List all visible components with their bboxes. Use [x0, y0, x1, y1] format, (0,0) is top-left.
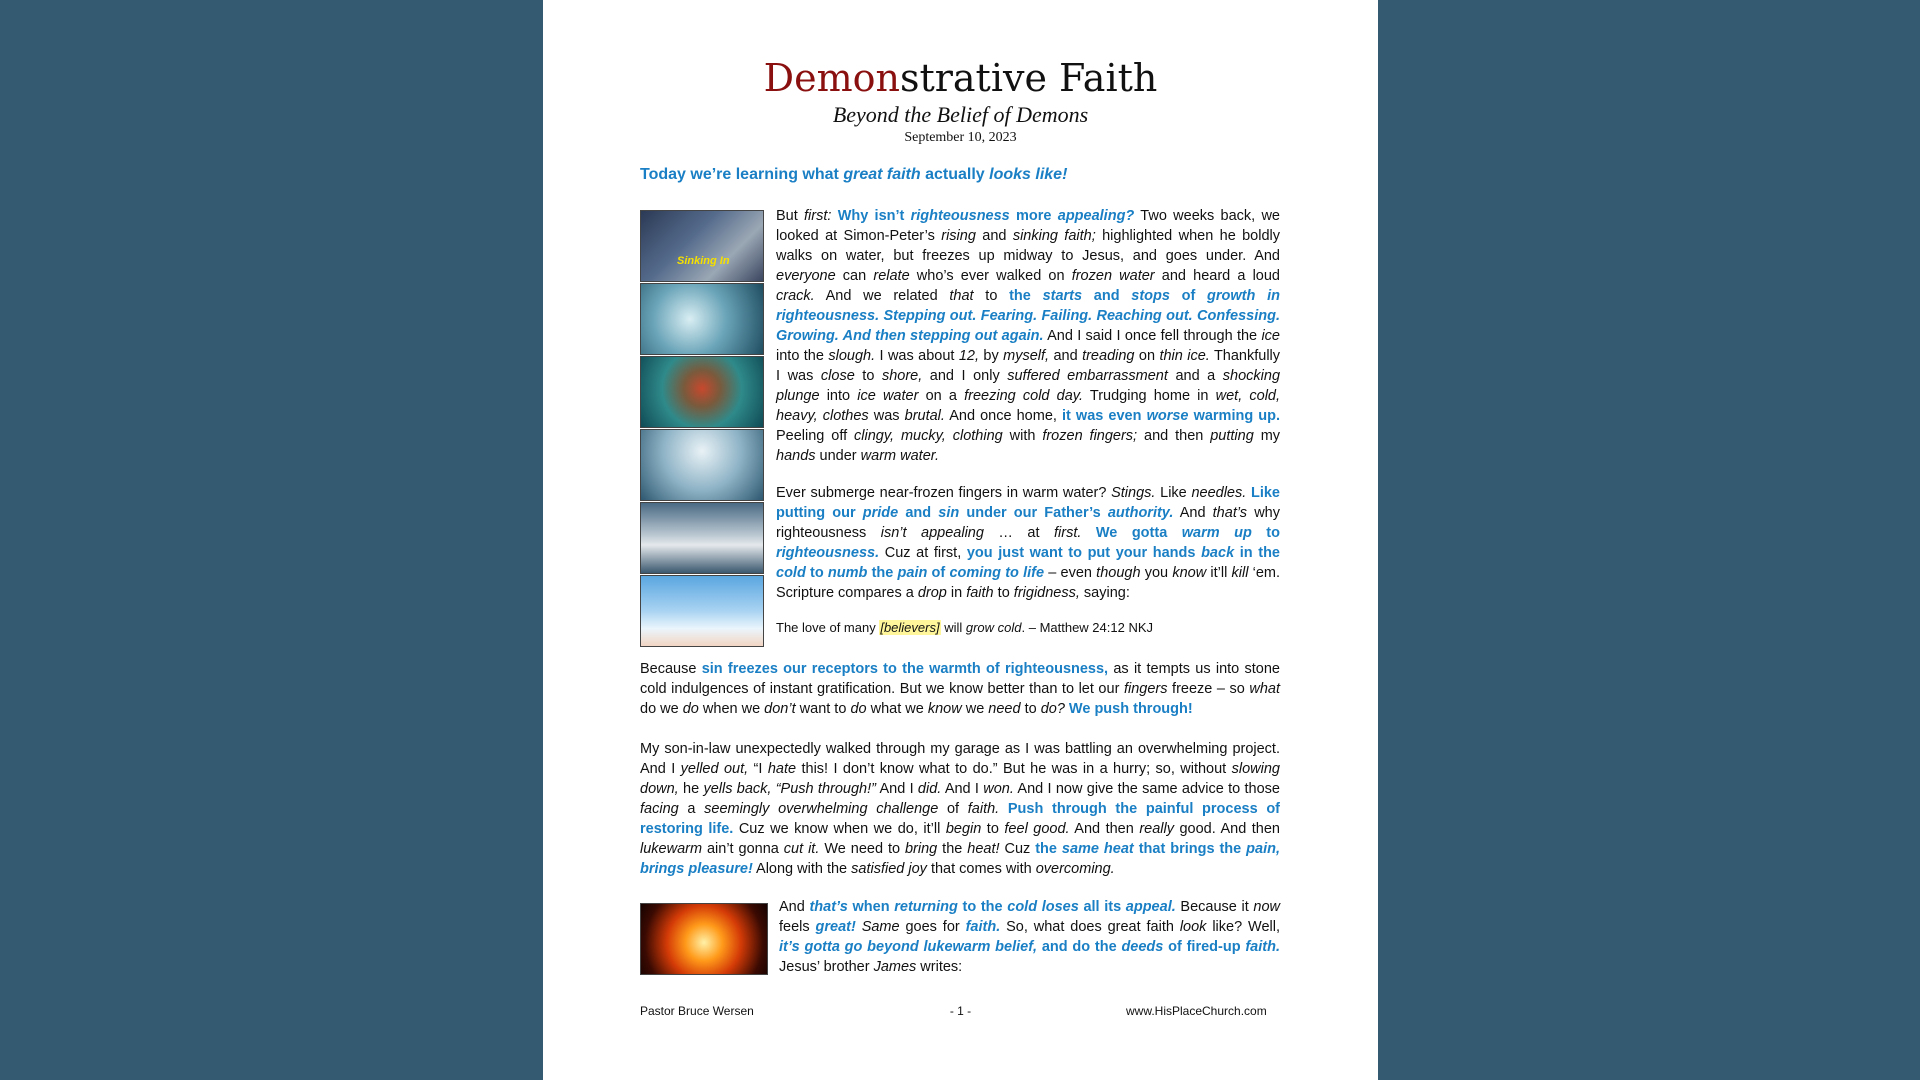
paragraph-3 [640, 659, 1280, 719]
footer-link[interactable]: www.HisPlaceChurch.com [1126, 1004, 1267, 1018]
text-run: as it tempts us into stone cold indulgences of instant gratification. But we know better than to let our [640, 661, 1280, 697]
text-run: back [1201, 545, 1235, 561]
text-run: I was about [875, 348, 959, 364]
text-run: And I said I once fell through the [1043, 328, 1262, 344]
text-run: with [1002, 428, 1043, 444]
text-run: want to [795, 701, 851, 717]
text-run: So, what does great faith [1000, 919, 1180, 935]
title-highlight: Demon [763, 56, 900, 100]
text-run: crack. [776, 288, 815, 304]
text-run: Ever submerge near-frozen fingers in warm water? [776, 485, 1112, 501]
text-run: and heard a loud [1154, 268, 1281, 284]
text-run: ice [1261, 328, 1280, 344]
text-run: And we related [814, 288, 950, 304]
text-run: first: [804, 208, 838, 224]
text-run: seemingly overwhelming challenge [704, 801, 939, 817]
text-run: kill [1231, 565, 1249, 581]
text-run: numb [827, 565, 868, 581]
text-run: satisfied joy [851, 861, 927, 877]
document-date: September 10, 2023 [904, 130, 1017, 145]
text-run: And [1173, 505, 1213, 521]
text-run: coming to life [949, 565, 1045, 581]
text-run: Cuz we know when we do, it’ll [733, 821, 946, 837]
text-run: to [973, 288, 1010, 304]
text-run: ice water [857, 388, 919, 404]
text-run: when [847, 899, 895, 915]
text-run: And [779, 899, 810, 915]
text-run: My son-in-law unexpectedly walked through my garage as I was battling an overwhelming project. And I [640, 741, 1280, 777]
text-run: a [678, 801, 705, 817]
text-run: we [961, 701, 989, 717]
icy-water-feet-image [640, 429, 764, 501]
text-run: and then [1137, 428, 1211, 444]
text-run: you just want to put your hands [966, 545, 1202, 561]
frozen-hands-image [640, 502, 764, 574]
text-run: the [867, 565, 898, 581]
text-run: James [873, 959, 917, 975]
text-run: And once home, [944, 408, 1062, 424]
text-run: faith [966, 585, 994, 601]
text-run: pride [862, 505, 899, 521]
text-run: and a [1167, 368, 1223, 384]
text-run: who’s ever walked on [909, 268, 1072, 284]
text-run: hands [776, 448, 816, 464]
bath-feet-image [640, 575, 764, 647]
text-run: We need to [819, 841, 905, 857]
text-run: feels [779, 919, 816, 935]
text-run: freeze – so [1167, 681, 1250, 697]
text-run: warming up. [1188, 408, 1281, 424]
text-run: writes: [916, 959, 963, 975]
text-run: more [1009, 208, 1058, 224]
text-run: and [898, 505, 939, 521]
text-run: you [1140, 565, 1173, 581]
text-run: We gotta [1081, 525, 1182, 541]
text-run: faith. [1245, 939, 1280, 955]
text-run: And I [941, 781, 984, 797]
text-run: pain, brings pleasure! [640, 841, 1280, 877]
paragraph-1 [776, 206, 1280, 466]
text-run: and [975, 228, 1013, 244]
text-run: Along with the [752, 861, 852, 877]
text-run: Peeling off [776, 428, 855, 444]
burning-book-image [640, 903, 768, 975]
text-run: relate [873, 268, 910, 284]
text-run: frigidness, [1013, 585, 1080, 601]
text-run: know [927, 701, 962, 717]
text-run: he [678, 781, 704, 797]
text-run: Push through the painful process of restoring life. [640, 801, 1281, 837]
text-run: goes for [899, 919, 966, 935]
text-run: to [981, 821, 1005, 837]
text-run: yells back, “Push through!” [703, 781, 876, 797]
text-run: drop [917, 585, 947, 601]
text-run: of [927, 565, 950, 581]
text-run: Cuz [999, 841, 1036, 857]
text-run: authority. [1107, 505, 1174, 521]
text-run: close [820, 368, 855, 384]
text-run: heat! [967, 841, 1000, 857]
text-run: Like [1155, 485, 1192, 501]
page-number: - 1 - [949, 1004, 972, 1018]
text-run: sinking faith; [1012, 228, 1096, 244]
text-run: do we [640, 701, 683, 717]
text-run: ain’t gonna [702, 841, 784, 857]
paragraph-5 [779, 897, 1280, 977]
text-run: . – Matthew 24:12 NKJ [1021, 620, 1154, 635]
text-run: why righteousness [776, 505, 1280, 541]
text-run: to [805, 565, 828, 581]
text-run: won. [983, 781, 1014, 797]
text-run: it’s gotta go beyond lukewarm belief, [779, 939, 1038, 955]
text-run: Like putting our [776, 485, 1280, 521]
text-run: to [993, 585, 1014, 601]
drowning-hand-image [640, 210, 764, 282]
text-run: in the [1234, 545, 1280, 561]
text-run: the [937, 841, 968, 857]
text-run: Two weeks back, we looked at Simon-Peter’s [776, 208, 1280, 244]
text-run: suffered embarrassment [1007, 368, 1168, 384]
cracked-ice-image [640, 283, 764, 355]
text-run: to [1251, 525, 1280, 541]
text-run: to [1020, 701, 1041, 717]
text-run: like? Well, [1206, 919, 1280, 935]
text-run: look [1179, 919, 1207, 935]
text-run: appealing? [1057, 208, 1135, 224]
title-rest: strative Faith [899, 56, 1158, 100]
text-run: will [940, 620, 966, 635]
text-run: when we [698, 701, 765, 717]
text-run: feel good. [1004, 821, 1070, 837]
text-run: same heat [1061, 841, 1134, 857]
text-run: needles. [1191, 485, 1247, 501]
text-run: everyone [776, 268, 836, 284]
text-run: We push through! [1064, 701, 1193, 717]
text-run: that [949, 288, 974, 304]
text-run: growth [1207, 288, 1256, 304]
text-run: sin freezes our receptors to the warmth of righteousness, [701, 661, 1109, 677]
text-run: and [1049, 348, 1083, 364]
text-run: really [1139, 821, 1174, 837]
text-run: do [682, 701, 699, 717]
text-run: Thankfully I was [776, 348, 1281, 384]
text-run: by [979, 348, 1004, 364]
text-run: And then [1069, 821, 1140, 837]
text-run: bring [904, 841, 938, 857]
text-run: of fired-up [1163, 939, 1246, 955]
text-run: stops [1131, 288, 1170, 304]
text-run: righteousness [910, 208, 1010, 224]
document-page [543, 0, 1378, 1080]
text-run: treading [1082, 348, 1135, 364]
text-run: brutal. [904, 408, 945, 424]
text-run: lukewarm [640, 841, 703, 857]
text-run: And I [875, 781, 918, 797]
intro-line [640, 166, 1280, 184]
text-run: cold loses [1007, 899, 1079, 915]
text-run: righteousness. [776, 545, 880, 561]
text-run: that comes with [926, 861, 1036, 877]
text-run: starts [1042, 288, 1083, 304]
text-run: yelled out, [680, 761, 749, 777]
text-run: facing [640, 801, 679, 817]
text-run: cold [776, 565, 806, 581]
text-run: what we [866, 701, 928, 717]
document-subtitle: Beyond the Belief of Demons [832, 102, 1089, 127]
text-run: first. [1053, 525, 1082, 541]
text-run: can [835, 268, 874, 284]
text-run: was [868, 408, 905, 424]
text-run: do? [1040, 701, 1065, 717]
text-run: frozen water [1071, 268, 1155, 284]
paragraph-4 [640, 739, 1280, 879]
text-run: now [1253, 899, 1280, 915]
text-run: into the [776, 348, 829, 364]
scripture-quote [776, 620, 1153, 635]
text-run: all its [1078, 899, 1126, 915]
document-title [543, 55, 1378, 101]
text-run: did. [917, 781, 942, 797]
text-run: shore, [881, 368, 923, 384]
text-run: saying: [1079, 585, 1130, 601]
text-run: my [1253, 428, 1281, 444]
text-run: myself, [1003, 348, 1050, 364]
text-run: faith. [965, 919, 1001, 935]
underwater-rescue-image [640, 356, 764, 428]
text-run: Same [855, 919, 900, 935]
text-run: to [854, 368, 882, 384]
text-run: 12, [958, 348, 980, 364]
text-run: into [819, 388, 858, 404]
text-run: clingy, mucky, clothing [854, 428, 1003, 444]
text-run: putting [1210, 428, 1254, 444]
text-run: ‘em. Scripture compares a [776, 565, 1281, 601]
text-run: fingers [1123, 681, 1168, 697]
text-run: on [1134, 348, 1160, 364]
text-run: and I only [922, 368, 1008, 384]
text-run: don’t [764, 701, 796, 717]
text-run: that brings the [1133, 841, 1247, 857]
text-run: But [776, 208, 805, 224]
text-run: it’ll [1206, 565, 1232, 581]
text-run: in righteousness. Stepping out. Fearing. Failing. Reaching out. Confessing. Growing. And then stepping out again. [776, 288, 1280, 344]
text-run: and do the [1037, 939, 1122, 955]
text-run: of [1169, 288, 1208, 304]
text-run: shocking plunge [776, 368, 1281, 404]
text-run: this! I don’t know what to do.” But he was in a hurry; so, without [796, 761, 1232, 777]
text-run: under [815, 448, 861, 464]
text-run: do [850, 701, 867, 717]
text-run: grow cold [965, 620, 1022, 635]
text-run: Why isn’t [837, 208, 911, 224]
text-run: warm up [1181, 525, 1252, 541]
text-run: “I [748, 761, 768, 777]
text-run: overcoming. [1035, 861, 1115, 877]
text-run: know [1172, 565, 1207, 581]
text-run: highlighted when he boldly walks on water, but freezes up midway to Jesus, and goes under. And [776, 228, 1281, 264]
text-run: pain [897, 565, 928, 581]
text-run: And I now give the same advice to those [1013, 781, 1280, 797]
text-run: need [988, 701, 1021, 717]
intro-text: great faith [843, 166, 921, 183]
text-run: to the [957, 899, 1008, 915]
text-run: what [1249, 681, 1281, 697]
text-run: though [1096, 565, 1141, 581]
text-run: and [1082, 288, 1132, 304]
text-run: Jesus’ brother [779, 959, 874, 975]
text-run: Cuz at first, [879, 545, 967, 561]
image-column [640, 210, 764, 648]
text-run: The love of many [776, 620, 880, 635]
text-run: freezing cold day. [964, 388, 1083, 404]
text-run: good. And then [1173, 821, 1280, 837]
text-run: slough. [828, 348, 876, 364]
text-run: that’s [809, 899, 848, 915]
intro-text: actually [920, 166, 990, 183]
text-run: warm water. [860, 448, 940, 464]
text-run: under our Father’s [959, 505, 1108, 521]
text-run: it was even [1062, 408, 1147, 424]
text-run: Trudging home in [1082, 388, 1216, 404]
text-run: thin ice. [1159, 348, 1210, 364]
text-run: that’s [1212, 505, 1248, 521]
image-caption: Sinking In [677, 255, 730, 267]
text-run: of [938, 801, 968, 817]
text-run: Stings. [1111, 485, 1156, 501]
text-run: the [1035, 841, 1062, 857]
text-run: frozen fingers; [1042, 428, 1138, 444]
intro-text: Today we’re learning what [640, 166, 844, 183]
text-run: returning [894, 899, 958, 915]
text-run: deeds [1121, 939, 1164, 955]
text-run: isn’t appealing [880, 525, 984, 541]
text-run: appeal. [1125, 899, 1176, 915]
text-run: rising [941, 228, 976, 244]
text-run: begin [945, 821, 982, 837]
intro-text: looks like! [989, 166, 1068, 183]
text-run: worse [1146, 408, 1189, 424]
text-run: in [946, 585, 967, 601]
text-run: wet, cold, heavy, clothes [776, 388, 1281, 424]
paragraph-2 [776, 483, 1280, 603]
highlighted-word: [believers] [880, 620, 940, 635]
text-run: slowing down, [640, 761, 1280, 797]
text-run: Because it [1175, 899, 1254, 915]
footer-left: Pastor Bruce Wersen [640, 1004, 754, 1018]
text-run: hate [767, 761, 797, 777]
text-run: Because [640, 661, 702, 677]
text-run: faith. [967, 801, 1000, 817]
text-run: sin [938, 505, 960, 521]
text-run: on a [918, 388, 965, 404]
text-run: great! [815, 919, 856, 935]
text-run: the [1009, 288, 1043, 304]
text-run: – even [1044, 565, 1097, 581]
text-run: cut it. [783, 841, 820, 857]
text-run: … at [983, 525, 1054, 541]
